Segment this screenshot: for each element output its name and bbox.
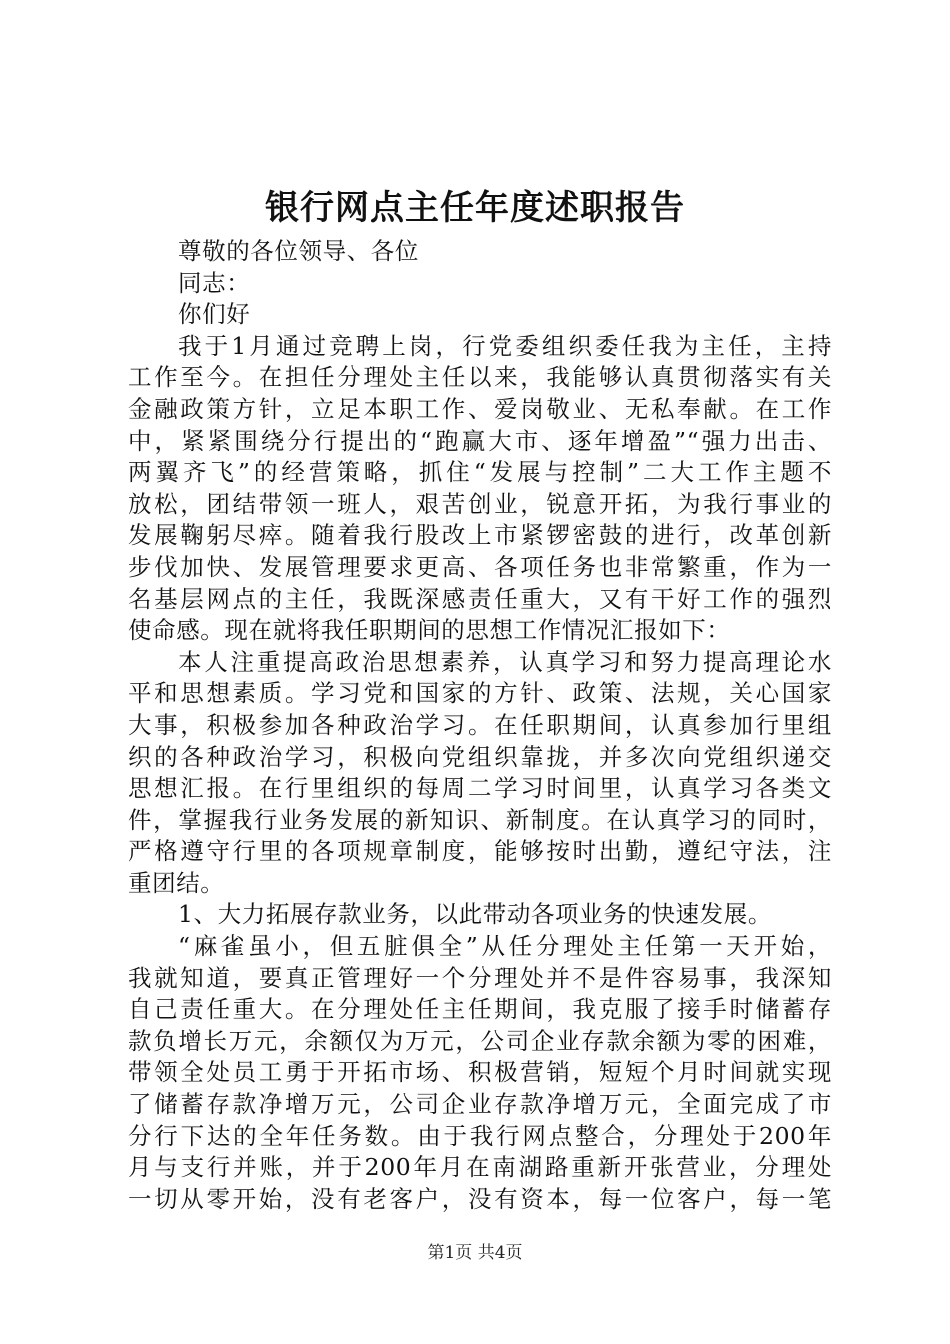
section-heading: 1、大力拓展存款业务，以此带动各项业务的快速发展。 [178,900,772,929]
paragraph-line: 我于1月通过竞聘上岗，行党委组织委任我为主任，主持 [178,331,832,360]
page-number-footer: 第1页 共4页 [427,1243,523,1263]
paragraph-line: 两翼齐飞”的经营策略，抓住“发展与控制”二大工作主题不 [128,458,832,487]
paragraph-line: 件，掌握我行业务发展的新知识、新制度。在认真学习的同时， [128,805,832,834]
greeting-line: 你们好 [178,300,251,329]
paragraph-line: 了储蓄存款净增万元，公司企业存款净增万元，全面完成了市 [128,1090,832,1119]
paragraph-line: 使命感。现在就将我任职期间的思想工作情况汇报如下： [128,616,731,645]
paragraph-line: 工作至今。在担任分理处主任以来，我能够认真贯彻落实有关 [128,363,832,392]
paragraph-line: 步伐加快、发展管理要求更高、各项任务也非常繁重，作为一 [128,552,832,581]
paragraph-line: 发展鞠躬尽瘁。随着我行股改上市紧锣密鼓的进行，改革创新 [128,521,832,550]
paragraph-line: 本人注重提高政治思想素养，认真学习和努力提高理论水 [178,647,832,676]
paragraph-line: 带领全处员工勇于开拓市场、积极营销，短短个月时间就实现 [128,1058,832,1087]
paragraph-line: 款负增长万元，余额仅为万元，公司企业存款余额为零的困难， [128,1026,832,1055]
greeting-line: 同志： [178,268,251,297]
greeting-line: 尊敬的各位领导、各位 [178,237,419,265]
document-body [128,236,832,1215]
paragraph-line: 重团结。 [128,868,225,897]
paragraph-line: 思想汇报。在行里组织的每周二学习时间里，认真学习各类文 [128,774,832,803]
paragraph-line: 大事，积极参加各种政治学习。在任职期间，认真参加行里组 [128,710,832,739]
paragraph-line: 平和思想素质。学习党和国家的方针、政策、法规，关心国家 [128,679,832,708]
paragraph-line: 严格遵守行里的各项规章制度，能够按时出勤，遵纪守法，注 [128,837,832,866]
paragraph-line: 中，紧紧围绕分行提出的“跑赢大市、逐年增盈”“强力出击、 [128,426,832,455]
paragraph-line: 分行下达的全年任务数。由于我行网点整合，分理处于200年 [128,1121,832,1150]
paragraph-line: 织的各种政治学习，积极向党组织靠拢，并多次向党组织递交 [128,742,832,771]
document-title: 银行网点主任年度述职报告 [265,188,685,228]
paragraph-line: “麻雀虽小，但五脏俱全”从任分理处主任第一天开始， [178,932,832,961]
paragraph-line: 月与支行并账，并于200年月在南湖路重新开张营业，分理处 [128,1153,832,1182]
paragraph-line: 自己责任重大。在分理处任主任期间，我克服了接手时储蓄存 [128,995,832,1024]
paragraph-line: 名基层网点的主任，我既深感责任重大，又有干好工作的强烈 [128,584,832,613]
paragraph-line: 金融政策方针，立足本职工作、爱岗敬业、无私奉献。在工作 [128,394,832,423]
paragraph-line: 一切从零开始，没有老客户，没有资本，每一位客户，每一笔 [128,1184,832,1213]
paragraph-line: 我就知道，要真正管理好一个分理处并不是件容易事，我深知 [128,963,832,992]
paragraph-line: 放松，团结带领一班人，艰苦创业，锐意开拓，为我行事业的 [128,489,832,518]
